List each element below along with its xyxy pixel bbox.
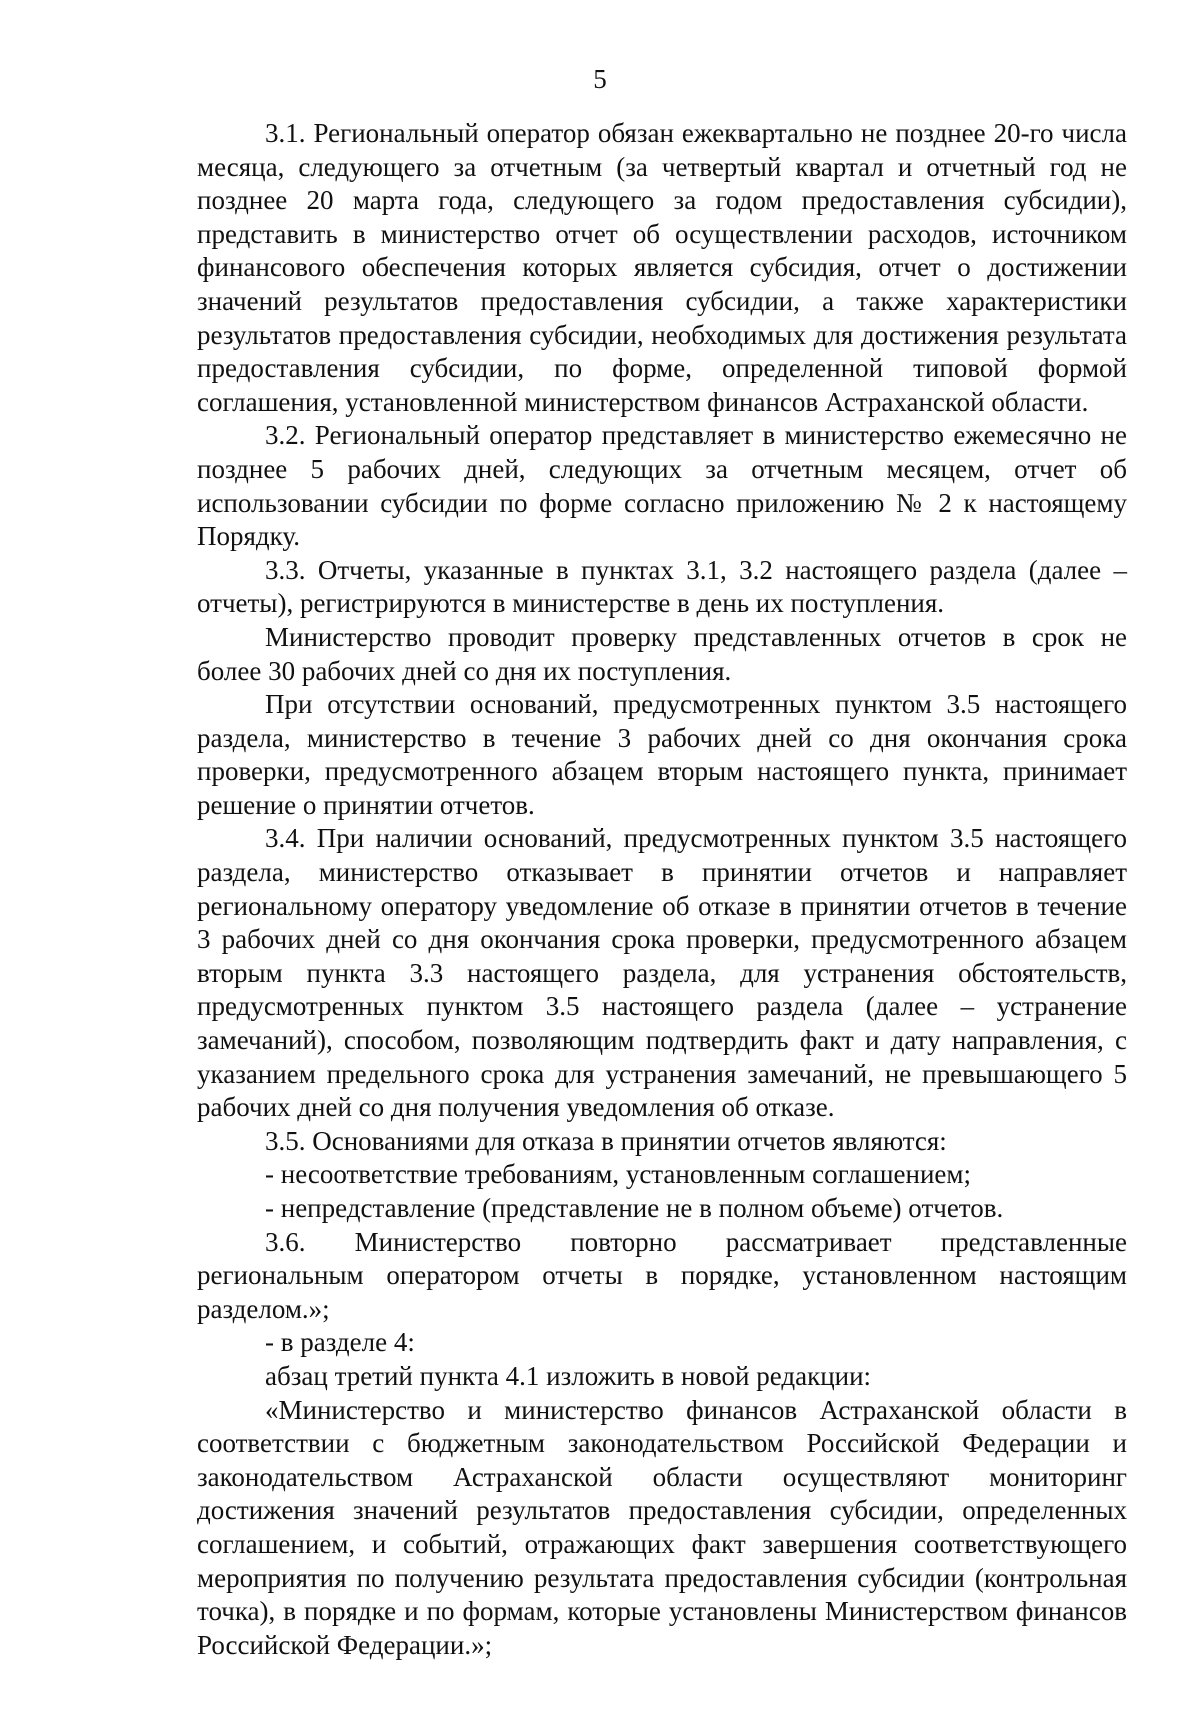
paragraph-3-3-review: Министерство проводит проверку представленных отчетов в срок не более 30 рабочих дней со дня их поступления. [197,621,1127,686]
section-4-heading: - в разделе 4: [265,1327,415,1358]
paragraph-4-1-instruction: абзац третий пункта 4.1 изложить в новой редакции: [265,1360,872,1391]
paragraph-3-3-decision: При отсутствии оснований, предусмотренных пунктом 3.5 настоящего раздела, министерство в течение 3 рабочих дней со дня окончания срока проверки, предусмотренного абзацем вторым настоящего пункта, принимает решение о принятии отчетов. [197,689,1127,820]
paragraph-3-2: 3.2. Региональный оператор представляет в министерство ежемесячно не позднее 5 рабочих дней, следующих за отчетным месяцем, отчет об использовании субсидии по форме согласно приложению № 2 к настоящему Порядку. [197,420,1127,552]
paragraph-3-4: 3.4. При наличии оснований, предусмотренных пунктом 3.5 настоящего раздела, министерство отказывает в принятии отчетов и направляет региональному оператору уведомление об отказе в принятии отчетов в течение 3 рабочих дней со дня окончания срока проверки, предусмотренного абзацем вторым пункта 3.3 настоящего раздела, для устранения обстоятельств, предусмотренных пунктом 3.5 настоящего раздела (далее – устранение замечаний), способом, позволяющим подтвердить факт и дату направления, с указанием предельного срока для устранения замечаний, не превышающего 5 рабочих дней со дня получения уведомления об отказе. [197,823,1127,1123]
list-item-nonsubmission: - непредставление (представление не в полном объеме) отчетов. [265,1193,1004,1223]
document-body [197,117,1127,1662]
page-number: 5 [593,64,607,94]
paragraph-3-5: 3.5. Основаниями для отказа в принятии отчетов являются: [265,1125,947,1156]
paragraph-3-6: 3.6. Министерство повторно рассматривает представленные региональным оператором отчеты в порядке, установленном настоящим разделом.»; [197,1226,1127,1324]
paragraph-3-1: 3.1. Региональный оператор обязан ежеквартально не позднее 20-го числа месяца, следующего за отчетным (за четвертый квартал и отчетный год не позднее 20 марта года, следующего за годом предоставления субсидии), представить в министерство отчет об осуществлении расходов, источником финансового обеспечения которых является субсидия, отчет о достижении значений результатов предоставления субсидии, а также характеристики результатов предоставления субсидии, необходимых для достижения результата предоставления субсидии, по форме, определенной типовой формой соглашения, установленной министерством финансов Астраханской области. [197,118,1127,417]
paragraph-4-1-quote: «Министерство и министерство финансов Астраханской области в соответствии с бюджетным законодательством Российской Федерации и законодательством Астраханской области осуществляют мониторинг достижения значений результатов предоставления субсидии, определенных соглашением, и событий, отражающих факт завершения соответствующего мероприятия по получению результата предоставления субсидии (контрольная точка), в порядке и по формам, которые установлены Министерством финансов Российской Федерации.»; [197,1394,1127,1660]
paragraph-3-3: 3.3. Отчеты, указанные в пунктах 3.1, 3.2 настоящего раздела (далее – отчеты), регистрируются в министерстве в день их поступления. [197,554,1127,619]
list-item-nonconformity: - несоответствие требованиям, установленным соглашением; [265,1159,971,1190]
